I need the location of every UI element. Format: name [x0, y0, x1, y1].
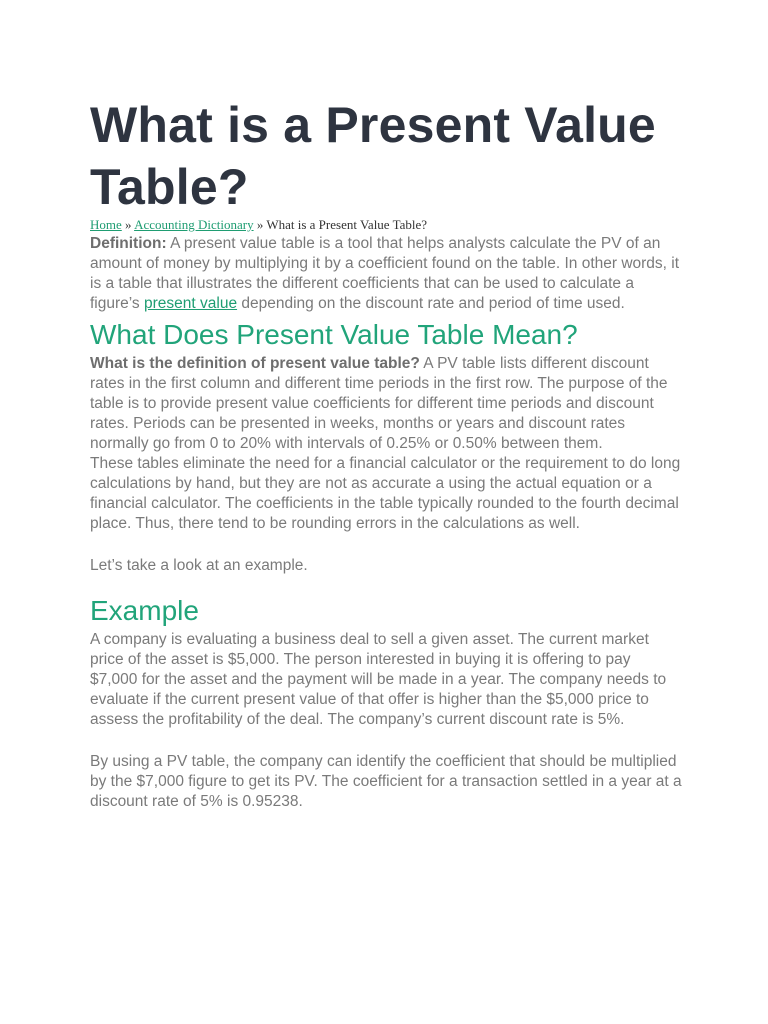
example-paragraph-1: A company is evaluating a business deal to sell a given asset. The current market price of the asset is $5,000. The person interested in buying it is offering to pay $7,000 for the asset and the payment will be made in a year. The company needs to evaluate if the current present value of that offer is higher than the $5,000 price to assess the profitability of the deal. The company’s current discount rate is 5%.: [90, 631, 667, 728]
definition-label: Definition:: [90, 235, 167, 252]
breadcrumb: [90, 216, 682, 234]
example-paragraph-2: By using a PV table, the company can identify the coefficient that should be multiplied by the $7,000 figure to get its PV. The coefficient for a transaction settled in a year at a discount rate of 5% is 0.95238.: [90, 753, 682, 810]
breadcrumb-separator: »: [121, 217, 135, 232]
meaning-paragraph: [90, 354, 682, 454]
spacer: [90, 730, 682, 752]
example-heading: Example: [90, 595, 199, 626]
definition-paragraph: [90, 234, 682, 314]
page-title: What is a Present Value Table?: [90, 97, 656, 215]
meaning-question: What is the definition of present value table?: [90, 355, 420, 372]
breadcrumb-separator: »: [253, 217, 267, 232]
spacer: [90, 534, 682, 556]
meaning-answer: A PV table lists different discount rates in the first column and different time periods in the first row. The purpose of the table is to provide present value coefficients for different time periods and discount rates. Periods can be presented in weeks, months or years and discount rates normally go from 0 to 20% with intervals of 0.25% or 0.50% between them.: [90, 355, 668, 452]
breadcrumb-current: What is a Present Value Table?: [266, 217, 428, 232]
definition-text-end: depending on the discount rate and period of time used.: [237, 295, 625, 312]
definition-text: A present value table is a tool that helps analysts calculate the PV of an amount of money by multiplying it by a coefficient found on the table. In other words, it is a table that illustrates the different coefficients that can be used to calculate a figure’s: [90, 235, 680, 312]
meaning-heading: What Does Present Value Table Mean?: [90, 319, 578, 350]
breadcrumb-home-link[interactable]: Home: [90, 217, 122, 232]
article: [90, 94, 682, 812]
spacer: [90, 576, 682, 590]
breadcrumb-dictionary-link[interactable]: Accounting Dictionary: [134, 217, 254, 232]
meaning-paragraph-2: These tables eliminate the need for a financial calculator or the requirement to do long calculations by hand, but they are not as accurate a using the actual equation or a financial calculator. The coefficients in the table typically rounded to the fourth decimal place. Thus, there tend to be rounding errors in the calculations as well.: [90, 455, 681, 532]
meaning-paragraph-3: Let’s take a look at an example.: [90, 557, 308, 574]
present-value-link[interactable]: present value: [144, 295, 238, 312]
